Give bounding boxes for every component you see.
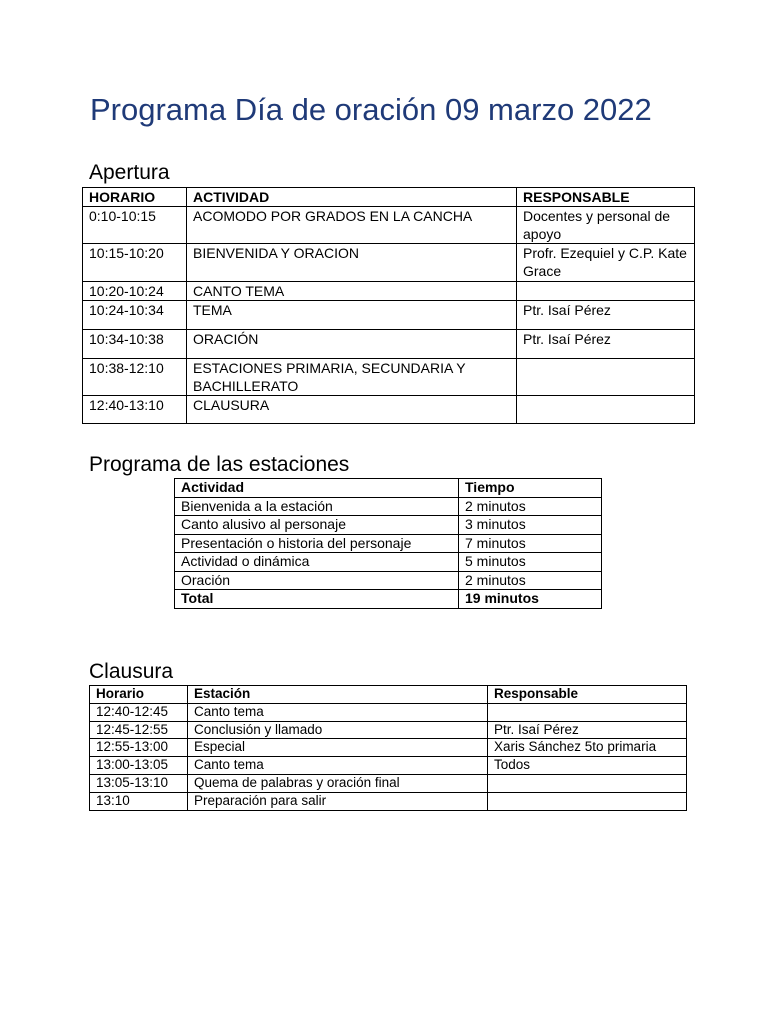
column-header: RESPONSABLE (517, 188, 695, 207)
table-cell (488, 792, 687, 810)
table-row (90, 774, 687, 792)
table-cell: Canto alusivo al personaje (175, 516, 459, 535)
column-header: ACTIVIDAD (187, 188, 517, 207)
table-cell (488, 703, 687, 721)
table-cell: ORACIÓN (187, 330, 517, 359)
table-cell: Xaris Sánchez 5to primaria (488, 739, 687, 757)
column-header: HORARIO (83, 188, 187, 207)
table-row (175, 497, 602, 516)
column-header: Horario (90, 686, 188, 704)
table-cell: Docentes y personal de apoyo (517, 207, 695, 244)
total-value: 19 minutos (459, 590, 602, 609)
table-cell: 3 minutos (459, 516, 602, 535)
table-cell: Preparación para salir (188, 792, 488, 810)
table-cell: Todos (488, 757, 687, 775)
table-cell: 12:40-13:10 (83, 396, 187, 424)
table-header-row (175, 479, 602, 498)
table-cell: Especial (188, 739, 488, 757)
table-row (83, 207, 695, 244)
column-header: Responsable (488, 686, 687, 704)
total-label: Total (175, 590, 459, 609)
table-row (83, 282, 695, 301)
table-row (83, 396, 695, 424)
table-cell: BIENVENIDA Y ORACION (187, 244, 517, 282)
table-cell (517, 359, 695, 396)
table-cell: Oración (175, 571, 459, 590)
table-row (90, 721, 687, 739)
table-header-row (90, 686, 687, 704)
table-cell: 13:10 (90, 792, 188, 810)
table-cell: 2 minutos (459, 571, 602, 590)
column-header: Estación (188, 686, 488, 704)
apertura-heading: Apertura (89, 161, 170, 184)
column-header: Tiempo (459, 479, 602, 498)
table-cell: Canto tema (188, 757, 488, 775)
table-row (175, 516, 602, 535)
table-cell: 12:45-12:55 (90, 721, 188, 739)
table-cell: Canto tema (188, 703, 488, 721)
total-row (175, 590, 602, 609)
page-title: Programa Día de oración 09 marzo 2022 (90, 92, 652, 127)
table-cell: 10:34-10:38 (83, 330, 187, 359)
table-cell: 7 minutos (459, 534, 602, 553)
table-row (83, 244, 695, 282)
estaciones-table (174, 478, 602, 609)
table-row (175, 534, 602, 553)
table-cell: Profr. Ezequiel y C.P. Kate Grace (517, 244, 695, 282)
table-cell: ESTACIONES PRIMARIA, SECUNDARIA Y BACHILLERATO (187, 359, 517, 396)
table-cell: 10:38-12:10 (83, 359, 187, 396)
table-row (83, 301, 695, 330)
apertura-table (82, 187, 695, 424)
table-cell: 10:15-10:20 (83, 244, 187, 282)
estaciones-heading: Programa de las estaciones (89, 453, 350, 476)
clausura-heading: Clausura (89, 660, 174, 683)
table-cell: 10:24-10:34 (83, 301, 187, 330)
table-row (83, 359, 695, 396)
table-cell: 12:55-13:00 (90, 739, 188, 757)
table-cell: Conclusión y llamado (188, 721, 488, 739)
table-cell: Quema de palabras y oración final (188, 774, 488, 792)
table-cell: Ptr. Isaí Pérez (517, 301, 695, 330)
table-cell (517, 396, 695, 424)
table-cell: 12:40-12:45 (90, 703, 188, 721)
table-row (90, 703, 687, 721)
table-cell: 2 minutos (459, 497, 602, 516)
column-header: Actividad (175, 479, 459, 498)
table-cell: 5 minutos (459, 553, 602, 572)
table-cell: TEMA (187, 301, 517, 330)
table-cell: Actividad o dinámica (175, 553, 459, 572)
table-cell: 0:10-10:15 (83, 207, 187, 244)
table-row (83, 330, 695, 359)
table-row (175, 571, 602, 590)
table-cell: CANTO TEMA (187, 282, 517, 301)
table-header-row (83, 188, 695, 207)
table-cell: CLAUSURA (187, 396, 517, 424)
table-cell: ACOMODO POR GRADOS EN LA CANCHA (187, 207, 517, 244)
table-cell (488, 774, 687, 792)
table-row (90, 757, 687, 775)
table-cell: 13:05-13:10 (90, 774, 188, 792)
table-row (90, 792, 687, 810)
table-cell: Bienvenida a la estación (175, 497, 459, 516)
table-cell: 13:00-13:05 (90, 757, 188, 775)
table-cell: Presentación o historia del personaje (175, 534, 459, 553)
table-row (90, 739, 687, 757)
table-cell: 10:20-10:24 (83, 282, 187, 301)
table-cell: Ptr. Isaí Pérez (488, 721, 687, 739)
clausura-table (89, 685, 687, 811)
table-cell (517, 282, 695, 301)
table-row (175, 553, 602, 572)
table-cell: Ptr. Isaí Pérez (517, 330, 695, 359)
